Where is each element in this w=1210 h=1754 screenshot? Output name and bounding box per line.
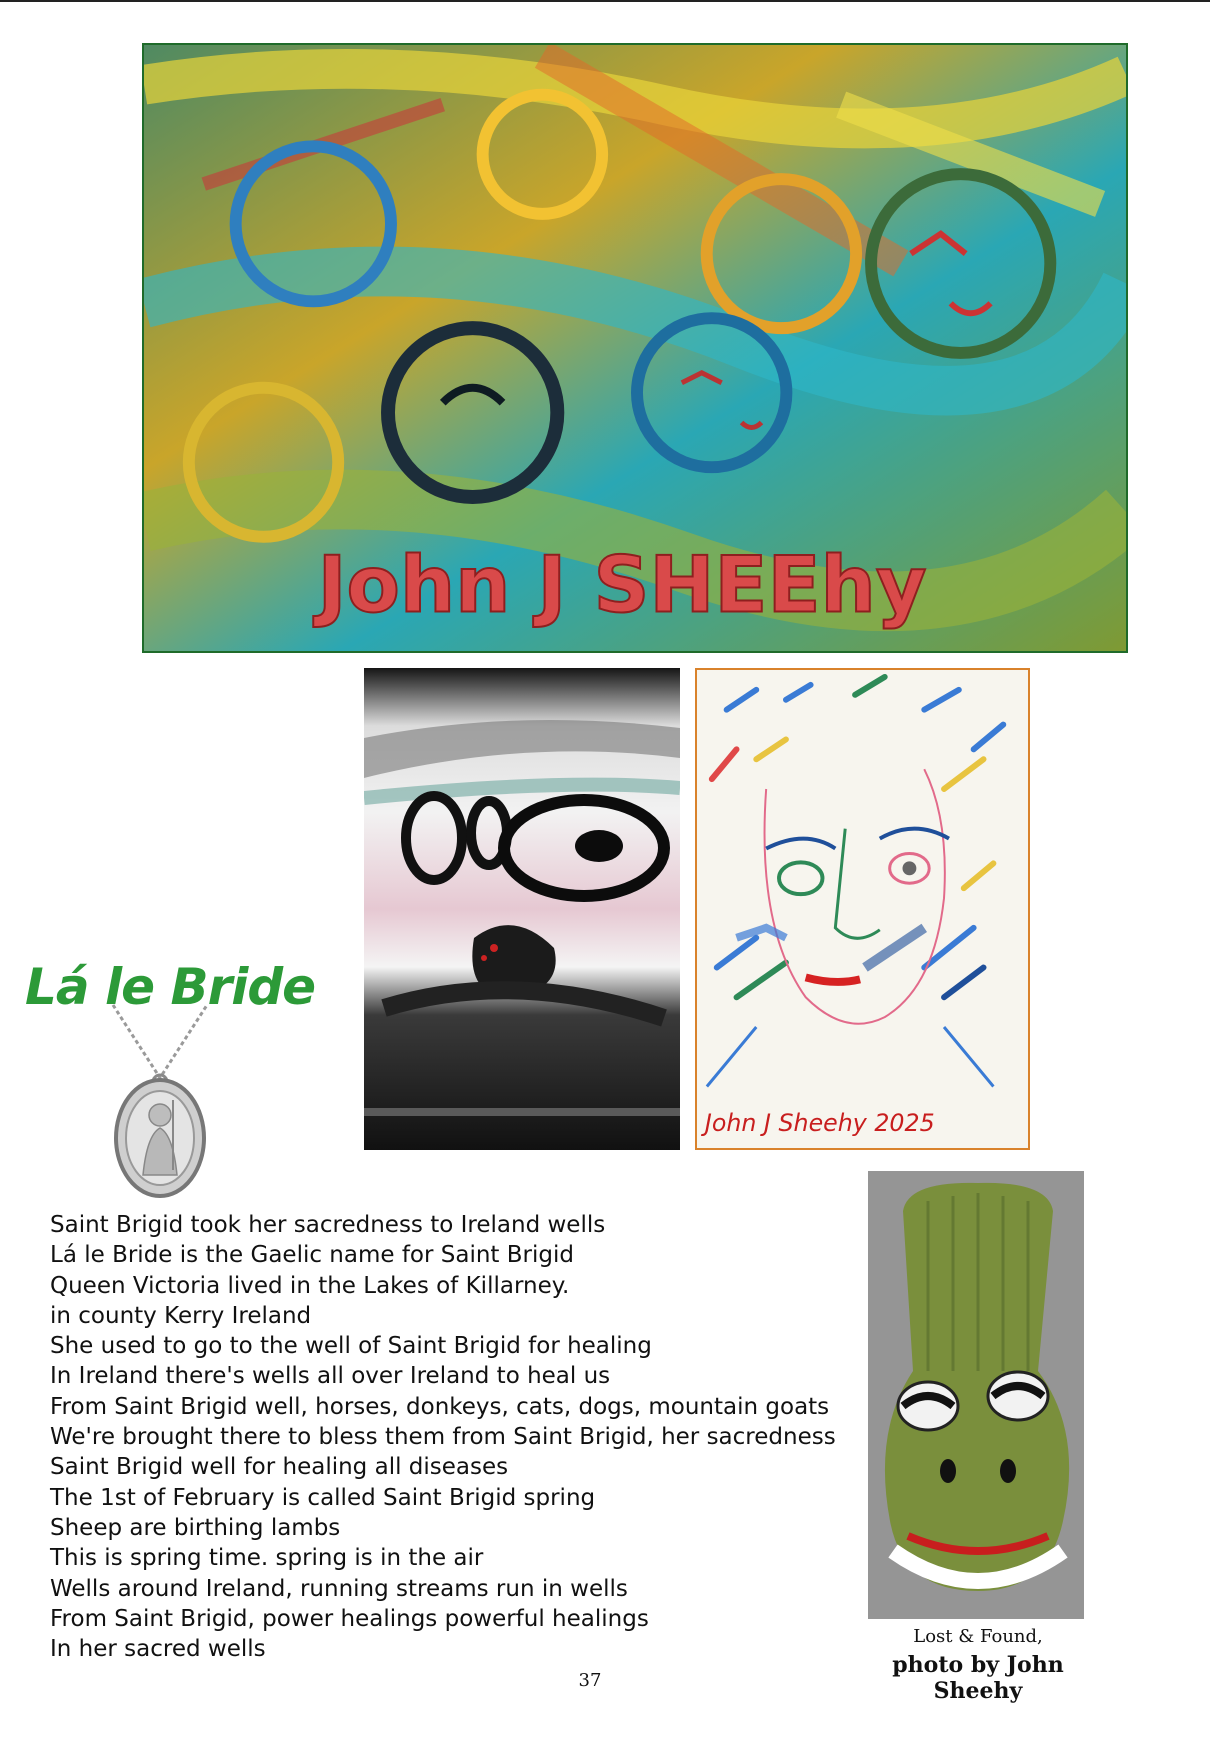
poem-line: She used to go to the well of Saint Brigid for healing <box>50 1333 652 1360</box>
poem-line: In Ireland there's wells all over Ireland to heal us <box>50 1363 611 1390</box>
page-number: 37 <box>578 1670 602 1691</box>
face-drawing-signature: John J Sheehy 2025 <box>704 1109 935 1138</box>
painting-signature: John J SHEEhy <box>317 540 927 631</box>
poem-line: Queen Victoria lived in the Lakes of Killarney. <box>50 1272 570 1299</box>
poem-line: Saint Brigid took her sacredness to Ireland wells <box>50 1212 606 1238</box>
monochrome-painting <box>364 668 680 1150</box>
poem-line: in county Kerry Ireland <box>50 1302 312 1329</box>
poem-line: From Saint Brigid, power healings powerful healings <box>50 1605 649 1632</box>
knitted-slipper-photo <box>868 1171 1084 1619</box>
abstract-painting-art <box>144 45 1126 651</box>
poem-line: In her sacred wells <box>50 1636 266 1663</box>
top-rule <box>0 0 1210 2</box>
poem-text <box>50 1210 840 1664</box>
saint-brigid-medal-icon <box>95 1000 225 1200</box>
page-title: Lá le Bride <box>25 958 316 1016</box>
poem-line: Wells around Ireland, running streams run in wells <box>50 1575 628 1602</box>
abstract-painting-main <box>142 43 1128 653</box>
face-drawing <box>695 668 1030 1150</box>
photo-caption: Lost & Found, <box>913 1626 1043 1647</box>
poem-line: From Saint Brigid well, horses, donkeys, cats, dogs, mountain goats <box>50 1393 830 1420</box>
poem-line: We're brought there to bless them from Saint Brigid, her sacredness <box>50 1424 836 1451</box>
monochrome-painting-art <box>364 668 680 1150</box>
photo-credit: photo by John Sheehy <box>892 1652 1064 1704</box>
poem-line: Saint Brigid well for healing all diseases <box>50 1454 509 1481</box>
poem-line: Lá le Bride is the Gaelic name for Saint Brigid <box>50 1242 574 1269</box>
face-drawing-art <box>697 670 1028 1148</box>
poem-line: Sheep are birthing lambs <box>50 1514 341 1541</box>
poem-line: This is spring time. spring is in the air <box>50 1545 484 1572</box>
poem-line: The 1st of February is called Saint Brigid spring <box>50 1484 596 1511</box>
